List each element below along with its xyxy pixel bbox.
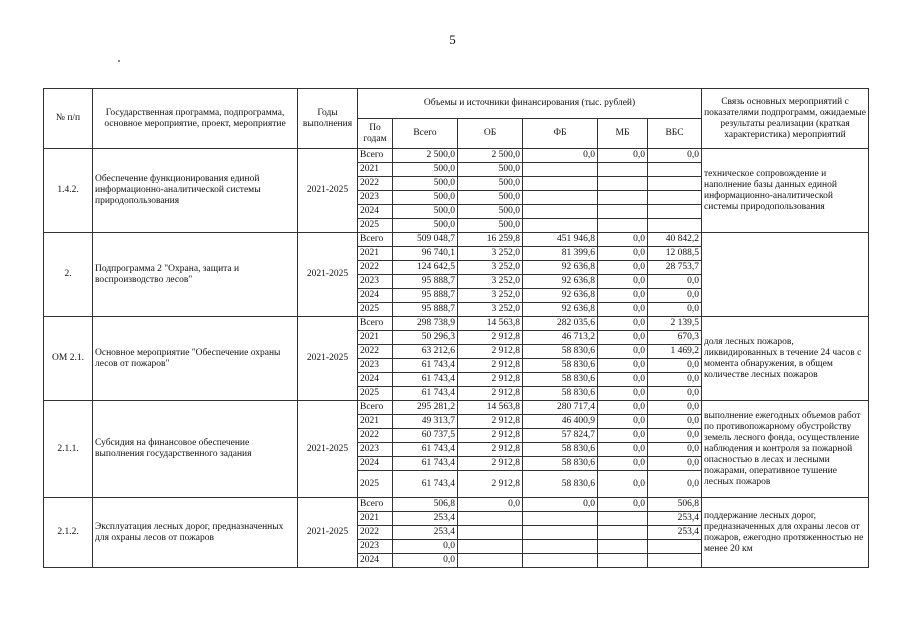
ob-cell: 2 912,8 xyxy=(458,359,523,373)
ob-cell: 2 912,8 xyxy=(458,415,523,429)
mb-cell: 0,0 xyxy=(598,345,648,359)
vbs-cell: 1 469,2 xyxy=(648,345,702,359)
ob-cell xyxy=(458,554,523,568)
vbs-cell: 12 088,5 xyxy=(648,247,702,261)
item-years: 2021-2025 xyxy=(298,233,358,317)
vbs-cell: 0,0 xyxy=(648,359,702,373)
vbs-cell: 40 842,2 xyxy=(648,233,702,247)
fb-cell: 58 830,6 xyxy=(523,373,598,387)
item-association xyxy=(702,233,869,317)
vbs-cell: 0,0 xyxy=(648,289,702,303)
year-cell: 2022 xyxy=(358,177,393,191)
vbs-cell: 0,0 xyxy=(648,443,702,457)
ob-cell: 500,0 xyxy=(458,205,523,219)
fb-cell: 280 717,4 xyxy=(523,401,598,415)
vbs-cell: 0,0 xyxy=(648,429,702,443)
table-row xyxy=(44,317,869,331)
total-cell: 61 743,4 xyxy=(393,359,458,373)
fb-cell xyxy=(523,163,598,177)
fb-cell: 282 035,6 xyxy=(523,317,598,331)
vbs-cell: 0,0 xyxy=(648,373,702,387)
total-cell: 0,0 xyxy=(393,554,458,568)
total-cell: 509 048,7 xyxy=(393,233,458,247)
year-cell: 2021 xyxy=(358,247,393,261)
fb-cell xyxy=(523,205,598,219)
total-cell: 61 743,4 xyxy=(393,373,458,387)
vbs-cell: 28 753,7 xyxy=(648,261,702,275)
fb-cell: 57 824,7 xyxy=(523,429,598,443)
fb-cell: 58 830,6 xyxy=(523,443,598,457)
fb-cell: 58 830,6 xyxy=(523,345,598,359)
header-by-year: По годам xyxy=(358,119,393,149)
mb-cell: 0,0 xyxy=(598,261,648,275)
ob-cell xyxy=(458,540,523,554)
vbs-cell: 506,8 xyxy=(648,498,702,512)
vbs-cell: 0,0 xyxy=(648,149,702,163)
vbs-cell: 253,4 xyxy=(648,526,702,540)
total-cell: 500,0 xyxy=(393,219,458,233)
total-cell: 500,0 xyxy=(393,163,458,177)
mb-cell: 0,0 xyxy=(598,303,648,317)
mb-cell: 0,0 xyxy=(598,331,648,345)
ob-cell: 3 252,0 xyxy=(458,303,523,317)
vbs-cell xyxy=(648,191,702,205)
item-name: Обеспечение функционирования единой информационно-аналитической системы природопользования xyxy=(93,149,298,233)
item-number: 2.1.1. xyxy=(44,401,93,498)
year-cell: 2023 xyxy=(358,540,393,554)
vbs-cell xyxy=(648,205,702,219)
vbs-cell: 0,0 xyxy=(648,387,702,401)
ob-cell: 500,0 xyxy=(458,219,523,233)
item-association: техническое сопровождение и наполнение базы данных единой информационно-аналитической системы природопользования xyxy=(702,149,869,233)
fb-cell xyxy=(523,554,598,568)
fb-cell xyxy=(523,540,598,554)
funding-table xyxy=(43,88,869,568)
total-cell: 298 738,9 xyxy=(393,317,458,331)
year-cell: 2024 xyxy=(358,373,393,387)
table-row xyxy=(44,401,869,415)
ob-cell: 2 912,8 xyxy=(458,345,523,359)
item-name: Подпрограмма 2 "Охрана, защита и воспроизводство лесов" xyxy=(93,233,298,317)
header-mb: МБ xyxy=(598,119,648,149)
mb-cell: 0,0 xyxy=(598,443,648,457)
total-cell: 61 743,4 xyxy=(393,387,458,401)
year-cell: 2024 xyxy=(358,289,393,303)
item-years: 2021-2025 xyxy=(298,317,358,401)
mb-cell: 0,0 xyxy=(598,149,648,163)
year-cell: 2021 xyxy=(358,331,393,345)
item-name: Основное мероприятие "Обеспечение охраны лесов от пожаров" xyxy=(93,317,298,401)
mb-cell xyxy=(598,177,648,191)
header-years: Годы выполнения xyxy=(298,89,358,149)
fb-cell: 58 830,6 xyxy=(523,471,598,498)
fb-cell: 92 636,8 xyxy=(523,303,598,317)
vbs-cell xyxy=(648,219,702,233)
mb-cell: 0,0 xyxy=(598,359,648,373)
header-program: Государственная программа, подпрограмма, основное мероприятие, проект, мероприятие xyxy=(93,89,298,149)
ob-cell: 3 252,0 xyxy=(458,275,523,289)
fb-cell: 0,0 xyxy=(523,149,598,163)
mb-cell xyxy=(598,512,648,526)
total-cell: 61 743,4 xyxy=(393,471,458,498)
fb-cell: 92 636,8 xyxy=(523,275,598,289)
header-fb: ФБ xyxy=(523,119,598,149)
year-cell: 2021 xyxy=(358,163,393,177)
ob-cell: 2 912,8 xyxy=(458,331,523,345)
item-name: Субсидия на финансовое обеспечение выполнения государственного задания xyxy=(93,401,298,498)
item-number: ОМ 2.1. xyxy=(44,317,93,401)
header-association: Связь основных мероприятий с показателями подпрограмм, ожидаемые результаты реализации (краткая характеристика) мероприятий xyxy=(702,89,869,149)
year-cell: 2021 xyxy=(358,415,393,429)
year-cell: 2022 xyxy=(358,526,393,540)
total-cell: 95 888,7 xyxy=(393,275,458,289)
fb-cell xyxy=(523,526,598,540)
ob-cell: 14 563,8 xyxy=(458,401,523,415)
mb-cell: 0,0 xyxy=(598,498,648,512)
vbs-cell: 0,0 xyxy=(648,457,702,471)
mb-cell: 0,0 xyxy=(598,387,648,401)
page-number: 5 xyxy=(449,32,456,47)
ob-cell: 2 912,8 xyxy=(458,457,523,471)
total-cell: 295 281,2 xyxy=(393,401,458,415)
mb-cell xyxy=(598,554,648,568)
vbs-cell: 2 139,5 xyxy=(648,317,702,331)
ob-cell: 2 912,8 xyxy=(458,429,523,443)
year-cell: Всего xyxy=(358,401,393,415)
mb-cell xyxy=(598,526,648,540)
item-years: 2021-2025 xyxy=(298,149,358,233)
vbs-cell: 253,4 xyxy=(648,512,702,526)
total-cell: 50 296,3 xyxy=(393,331,458,345)
vbs-cell: 0,0 xyxy=(648,401,702,415)
ob-cell: 3 252,0 xyxy=(458,247,523,261)
year-cell: 2025 xyxy=(358,387,393,401)
ob-cell: 3 252,0 xyxy=(458,261,523,275)
ob-cell: 16 259,8 xyxy=(458,233,523,247)
item-association: выполнение ежегодных объемов работ по противопожарному обустройству земель лесного фонда, осуществление наблюдения и контроля за пожарной опасностью в лесах и лесными пожарами, оперативное тушение лесных пожаров xyxy=(702,401,869,498)
vbs-cell xyxy=(648,177,702,191)
year-cell: 2021 xyxy=(358,512,393,526)
item-number: 1.4.2. xyxy=(44,149,93,233)
year-cell: 2025 xyxy=(358,471,393,498)
year-cell: 2025 xyxy=(358,219,393,233)
total-cell: 506,8 xyxy=(393,498,458,512)
total-cell: 49 313,7 xyxy=(393,415,458,429)
ob-cell: 500,0 xyxy=(458,163,523,177)
mb-cell: 0,0 xyxy=(598,247,648,261)
year-cell: Всего xyxy=(358,149,393,163)
fb-cell: 58 830,6 xyxy=(523,457,598,471)
mb-cell: 0,0 xyxy=(598,317,648,331)
total-cell: 0,0 xyxy=(393,540,458,554)
table-row xyxy=(44,149,869,163)
fb-cell: 46 400,9 xyxy=(523,415,598,429)
year-cell: 2022 xyxy=(358,345,393,359)
vbs-cell xyxy=(648,554,702,568)
vbs-cell xyxy=(648,163,702,177)
mb-cell: 0,0 xyxy=(598,289,648,303)
ob-cell: 3 252,0 xyxy=(458,289,523,303)
scan-speck xyxy=(118,60,120,62)
mb-cell xyxy=(598,219,648,233)
ob-cell: 2 912,8 xyxy=(458,471,523,498)
total-cell: 61 743,4 xyxy=(393,443,458,457)
mb-cell xyxy=(598,191,648,205)
mb-cell xyxy=(598,205,648,219)
fb-cell xyxy=(523,512,598,526)
year-cell: Всего xyxy=(358,233,393,247)
year-cell: 2024 xyxy=(358,457,393,471)
mb-cell: 0,0 xyxy=(598,233,648,247)
total-cell: 96 740,1 xyxy=(393,247,458,261)
vbs-cell: 0,0 xyxy=(648,415,702,429)
total-cell: 60 737,5 xyxy=(393,429,458,443)
year-cell: 2022 xyxy=(358,429,393,443)
mb-cell xyxy=(598,540,648,554)
year-cell: 2025 xyxy=(358,303,393,317)
ob-cell: 0,0 xyxy=(458,498,523,512)
total-cell: 124 642,5 xyxy=(393,261,458,275)
total-cell: 2 500,0 xyxy=(393,149,458,163)
ob-cell xyxy=(458,526,523,540)
mb-cell: 0,0 xyxy=(598,275,648,289)
ob-cell xyxy=(458,512,523,526)
item-number: 2. xyxy=(44,233,93,317)
table-row xyxy=(44,233,869,247)
total-cell: 500,0 xyxy=(393,205,458,219)
item-years: 2021-2025 xyxy=(298,498,358,568)
fb-cell: 92 636,8 xyxy=(523,261,598,275)
year-cell: 2024 xyxy=(358,205,393,219)
total-cell: 253,4 xyxy=(393,526,458,540)
fb-cell: 58 830,6 xyxy=(523,387,598,401)
mb-cell: 0,0 xyxy=(598,401,648,415)
header-ob: ОБ xyxy=(458,119,523,149)
fb-cell: 81 399,6 xyxy=(523,247,598,261)
year-cell: 2023 xyxy=(358,275,393,289)
fb-cell: 46 713,2 xyxy=(523,331,598,345)
ob-cell: 2 912,8 xyxy=(458,387,523,401)
header-funding: Объемы и источники финансирования (тыс. рублей) xyxy=(358,89,702,119)
mb-cell: 0,0 xyxy=(598,457,648,471)
fb-cell xyxy=(523,177,598,191)
mb-cell: 0,0 xyxy=(598,415,648,429)
year-cell: 2022 xyxy=(358,261,393,275)
year-cell: 2023 xyxy=(358,191,393,205)
header-vbs: ВБС xyxy=(648,119,702,149)
vbs-cell xyxy=(648,540,702,554)
header-total: Всего xyxy=(393,119,458,149)
header-num: № п/п xyxy=(44,89,93,149)
mb-cell xyxy=(598,163,648,177)
table-body xyxy=(44,149,869,568)
mb-cell: 0,0 xyxy=(598,429,648,443)
total-cell: 61 743,4 xyxy=(393,457,458,471)
ob-cell: 14 563,8 xyxy=(458,317,523,331)
ob-cell: 2 912,8 xyxy=(458,443,523,457)
fb-cell: 451 946,8 xyxy=(523,233,598,247)
ob-cell: 500,0 xyxy=(458,177,523,191)
mb-cell: 0,0 xyxy=(598,373,648,387)
total-cell: 500,0 xyxy=(393,177,458,191)
item-years: 2021-2025 xyxy=(298,401,358,498)
year-cell: Всего xyxy=(358,498,393,512)
year-cell: 2023 xyxy=(358,443,393,457)
table-row xyxy=(44,498,869,512)
fb-cell xyxy=(523,219,598,233)
year-cell: 2024 xyxy=(358,554,393,568)
ob-cell: 2 912,8 xyxy=(458,373,523,387)
mb-cell: 0,0 xyxy=(598,471,648,498)
total-cell: 253,4 xyxy=(393,512,458,526)
fb-cell xyxy=(523,191,598,205)
item-association: поддержание лесных дорог, предназначенных для охраны лесов от пожаров, ежегодно протяженностью не менее 20 км xyxy=(702,498,869,568)
ob-cell: 500,0 xyxy=(458,191,523,205)
year-cell: 2023 xyxy=(358,359,393,373)
item-association: доля лесных пожаров, ликвидированных в течение 24 часов с момента обнаружения, в общем количестве лесных пожаров xyxy=(702,317,869,401)
fb-cell: 58 830,6 xyxy=(523,359,598,373)
total-cell: 63 212,6 xyxy=(393,345,458,359)
vbs-cell: 0,0 xyxy=(648,275,702,289)
item-name: Эксплуатация лесных дорог, предназначенных для охраны лесов от пожаров xyxy=(93,498,298,568)
total-cell: 500,0 xyxy=(393,191,458,205)
vbs-cell: 0,0 xyxy=(648,471,702,498)
total-cell: 95 888,7 xyxy=(393,289,458,303)
total-cell: 95 888,7 xyxy=(393,303,458,317)
fb-cell: 92 636,8 xyxy=(523,289,598,303)
year-cell: Всего xyxy=(358,317,393,331)
fb-cell: 0,0 xyxy=(523,498,598,512)
vbs-cell: 670,3 xyxy=(648,331,702,345)
vbs-cell: 0,0 xyxy=(648,303,702,317)
ob-cell: 2 500,0 xyxy=(458,149,523,163)
item-number: 2.1.2. xyxy=(44,498,93,568)
